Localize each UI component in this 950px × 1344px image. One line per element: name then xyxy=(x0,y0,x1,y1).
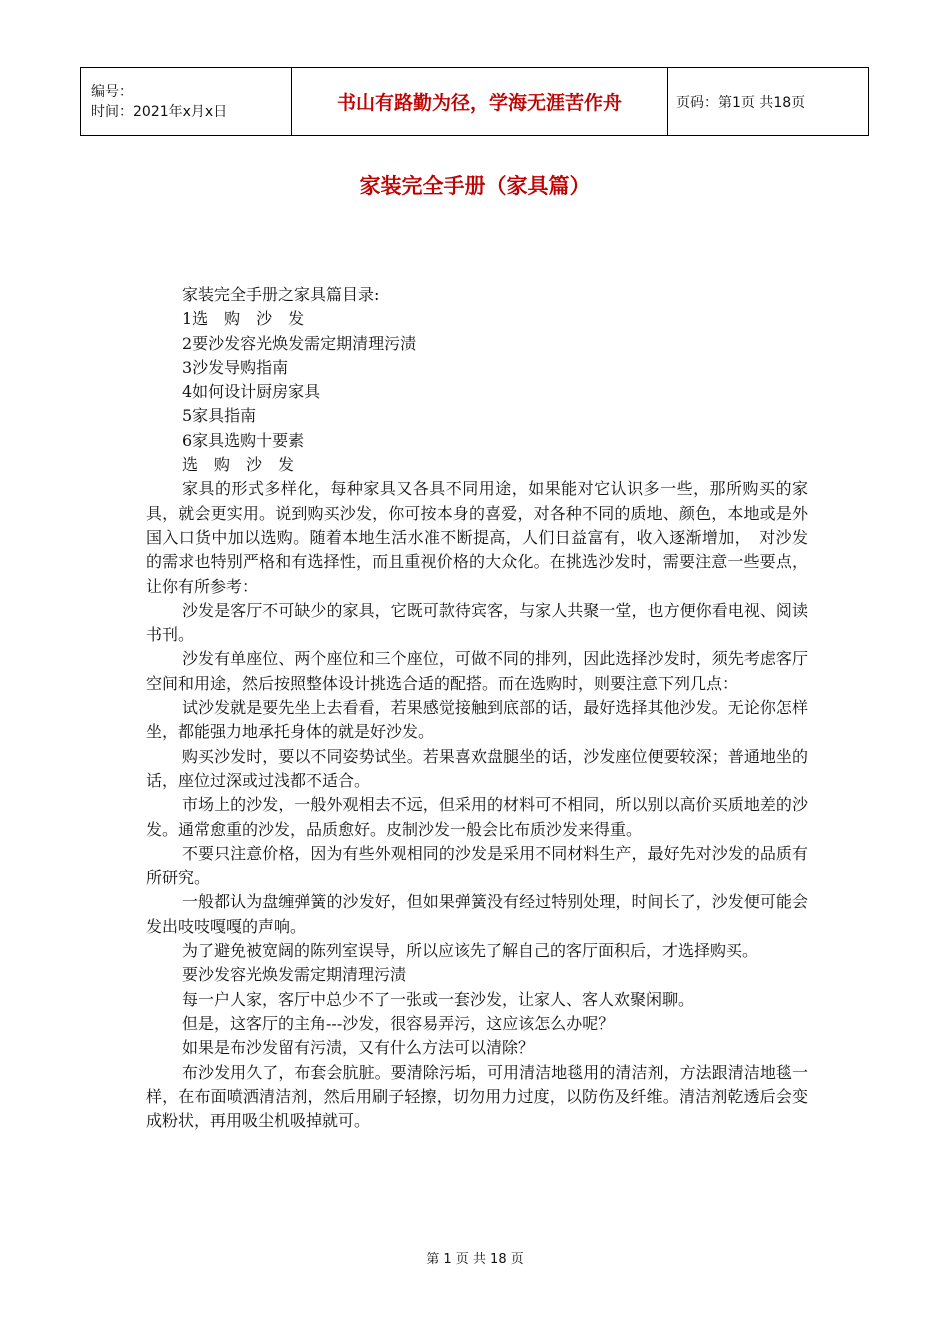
paragraph: 不要只注意价格，因为有些外观相同的沙发是采用不同材料生产，最好先对沙发的品质有所研究。 xyxy=(146,843,808,888)
page-header-table xyxy=(80,67,869,136)
document-title: 家装完全手册（家具篇） xyxy=(359,174,591,198)
paragraph: 为了避免被宽阔的陈列室误导，所以应该先了解自己的客厅面积后，才选择购买。 xyxy=(182,941,759,961)
header-meta-cell xyxy=(81,68,292,136)
paragraph: 市场上的沙发，一般外观相去不远，但采用的材料可不相同，所以别以高价买质地差的沙发。通常愈重的沙发，品质愈好。皮制沙发一般会比布质沙发来得重。 xyxy=(146,795,808,839)
paragraph: 每一户人家，客厅中总少不了一张或一套沙发，让家人、客人欢聚闲聊。 xyxy=(182,989,695,1009)
document-body xyxy=(146,283,808,1133)
paragraph: 试沙发就是要先坐上去看看，若果感觉接触到底部的话，最好选择其他沙发。无论你怎样坐，都能强力地承托身体的就是好沙发。 xyxy=(146,698,808,742)
paragraph: 家具的形式多样化，每种家具又各具不同用途，如果能对它认识多一些，那所购买的家具，就会更实用。说到购买沙发，你可按本身的喜爱，对各种不同的质地、颜色，本地或是外国入口货中加以选购。随着本地生活水准不断提高，人们日益富有，收入逐渐增加， 对沙发的需求也特别严格和有选择性，而且重视价格的大众化。在挑选沙发时，需要注意一些要点，让你有所参考： xyxy=(146,479,808,596)
toc-item: 5家具指南 xyxy=(182,406,257,426)
paragraph: 如果是布沙发留有污渍，又有什么方法可以清除？ xyxy=(182,1038,535,1058)
section-heading: 要沙发容光焕发需定期清理污渍 xyxy=(182,965,407,985)
section-heading: 选 购 沙 发 xyxy=(182,455,295,475)
page-footer: 第 1 页 共 18 页 xyxy=(426,1252,524,1267)
toc-item: 2要沙发容光焕发需定期清理污渍 xyxy=(182,333,417,353)
header-date: 时间：2021年x月x日 xyxy=(91,103,228,120)
header-page-info: 页码：第1页 共18页 xyxy=(668,68,869,136)
toc-item: 3沙发导购指南 xyxy=(182,357,289,377)
header-code-label: 编号： xyxy=(91,83,133,100)
paragraph: 沙发有单座位、两个座位和三个座位，可做不同的排列，因此选择沙发时，须先考虑客厅空间和用途，然后按照整体设计挑选合适的配搭。而在选购时，则要注意下列几点： xyxy=(146,649,808,693)
toc-item: 6家具选购十要素 xyxy=(182,430,305,450)
paragraph: 购买沙发时，要以不同姿势试坐。若果喜欢盘腿坐的话，沙发座位便要较深；普通地坐的话，座位过深或过浅都不适合。 xyxy=(146,746,808,790)
header-motto: 书山有路勤为径，学海无涯苦作舟 xyxy=(292,68,668,136)
paragraph: 但是，这客厅的主角---沙发，很容易弄污，这应该怎么办呢？ xyxy=(182,1013,615,1033)
paragraph: 布沙发用久了，布套会肮脏。要清除污垢，可用清洁地毯用的清洁剂，方法跟清洁地毯一样，在布面喷洒清洁剂，然后用刷子轻擦，切勿用力过度，以防伤及纤维。清洁剂乾透后会变成粉状，再用吸尘机吸掉就可。 xyxy=(146,1062,808,1131)
paragraph: 沙发是客厅不可缺少的家具，它既可款待宾客，与家人共聚一堂，也方便你看电视、阅读书刊。 xyxy=(146,600,808,645)
toc-item: 1选 购 沙 发 xyxy=(182,309,305,329)
toc-heading: 家装完全手册之家具篇目录: xyxy=(182,285,380,304)
toc-item: 4如何设计厨房家具 xyxy=(182,382,321,402)
paragraph: 一般都认为盘缠弹簧的沙发好，但如果弹簧没有经过特别处理，时间长了，沙发便可能会发出吱吱嘎嘎的声响。 xyxy=(146,892,808,936)
